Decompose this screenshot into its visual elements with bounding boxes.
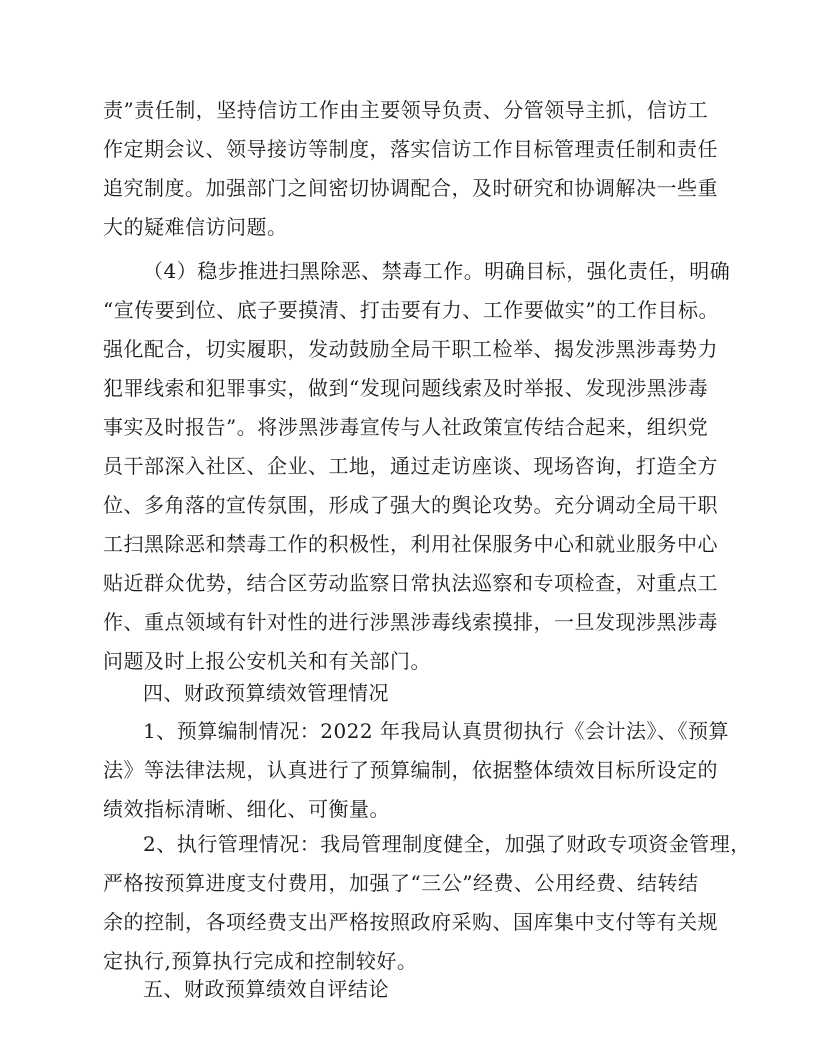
text-line: 追究制度。加强部门之间密切协调配合，及时研究和协调解决一些重 (103, 176, 718, 200)
text-line: 作定期会议、领导接访等制度，落实信访工作目标管理责任制和责任 (103, 137, 718, 161)
text-line: 责”责任制，坚持信访工作由主要领导负责、分管领导主抓，信访工 (103, 98, 709, 122)
text-line: 严格按预算进度支付费用，加强了“三公”经费、公用经费、结转结 (103, 871, 699, 895)
paragraph-execution-management (103, 825, 751, 981)
paragraph-budget-preparation (103, 712, 743, 829)
text-line: 定执行,预算执行完成和控制较好。 (103, 949, 418, 973)
text-line: 法》等法律法规，认真进行了预算编制，依据整体绩效目标所设定的 (103, 758, 718, 782)
text-line: 贴近群众优势，结合区劳动监察日常执法巡察和专项检查，对重点工 (103, 571, 718, 595)
text-line: 问题及时上报公安机关和有关部门。 (103, 649, 431, 673)
section-heading: 四、财政预算绩效管理情况 (143, 681, 389, 705)
text-line: （4）稳步推进扫黑除恶、禁毒工作。明确目标，强化责任，明确 (143, 259, 731, 283)
text-line: 强化配合，切实履职，发动鼓励全局干职工检举、揭发涉黑涉毒势力 (103, 337, 718, 361)
section-heading-4 (103, 674, 743, 713)
text-line: 2、执行管理情况：我局管理制度健全，加强了财政专项资金管理， (143, 832, 751, 856)
section-heading-5 (103, 970, 743, 1009)
paragraph-anti-crime-drug-work (103, 252, 743, 681)
text-line: 员干部深入社区、企业、工地，通过走访座谈、现场咨询，打造全方 (103, 454, 718, 478)
text-line: “宣传要到位、底子要摸清、打击要有力、工作要做实”的工作目标。 (103, 298, 719, 322)
text-line: 作、重点领域有针对性的进行涉黑涉毒线索摸排，一旦发现涉黑涉毒 (103, 610, 718, 634)
text-line: 余的控制，各项经费支出严格按照政府采购、国库集中支付等有关规 (103, 910, 718, 934)
text-line: 1、预算编制情况：2022 年我局认真贯彻执行《会计法》、《预算 (143, 719, 729, 743)
text-line: 大的疑难信访问题。 (103, 215, 288, 239)
text-line: 犯罪线索和犯罪事实，做到“发现问题线索及时举报、发现涉黑涉毒 (103, 376, 709, 400)
paragraph-responsibility-system (103, 91, 743, 247)
text-line: 绩效指标清晰、细化、可衡量。 (103, 797, 390, 821)
section-heading: 五、财政预算绩效自评结论 (143, 977, 389, 1001)
text-line: 工扫黑除恶和禁毒工作的积极性，利用社保服务中心和就业服务中心 (103, 532, 718, 556)
text-line: 事实及时报告”。将涉黑涉毒宣传与人社政策宣传结合起来，组织党 (103, 415, 709, 439)
text-line: 位、多角落的宣传氛围，形成了强大的舆论攻势。充分调动全局干职 (103, 493, 718, 517)
